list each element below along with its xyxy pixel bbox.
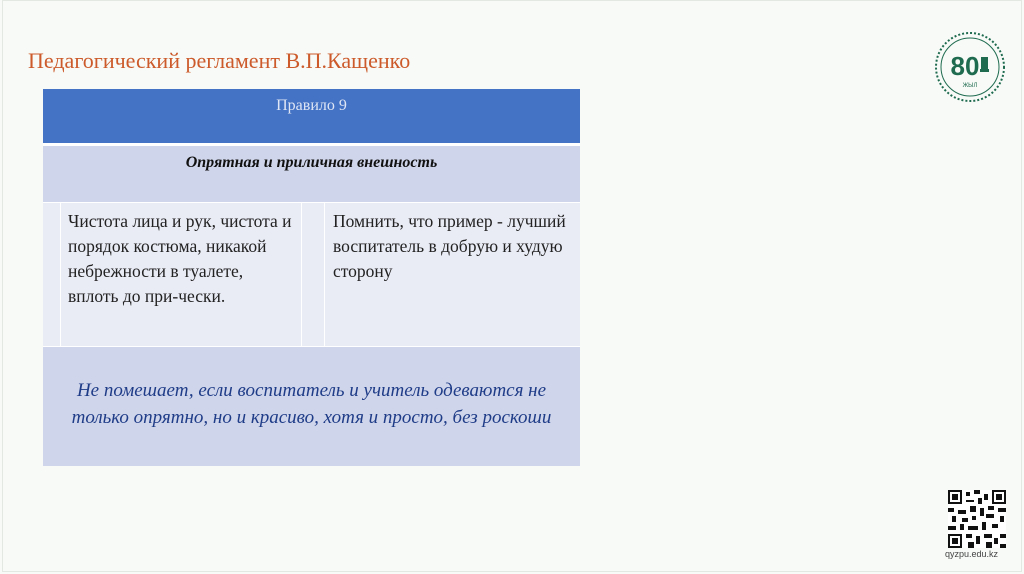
table-right-cell: Помнить, что пример - лучший воспитатель в добрую и худую сторону — [333, 211, 566, 281]
table-middle-cell — [302, 203, 325, 346]
site-url: qyzpu.edu.kz — [945, 549, 999, 559]
table-left-cell: Чистота лица и рук, чистота и порядок костюма, никакой небрежности в туалете, вплоть до при-чески. — [61, 203, 302, 346]
rule-table — [43, 89, 580, 466]
anniversary-80-seal-icon — [934, 31, 1006, 103]
table-body-row — [43, 203, 580, 347]
qr-code-icon — [948, 490, 1006, 548]
table-gap-cell — [43, 203, 61, 346]
logo-number: 80 — [950, 51, 980, 81]
slide-title: Педагогический регламент В.П.Кащенко — [28, 48, 411, 73]
logo-caption: ЖЫЛ — [962, 83, 978, 89]
table-footer: Не помешает, если воспитатель и учитель одеваются не только опрятно, но и красиво, хотя и просто, без роскоши — [43, 347, 580, 466]
table-subheader: Опрятная и приличная внешность — [43, 146, 580, 203]
table-header: Правило 9 — [43, 89, 580, 146]
